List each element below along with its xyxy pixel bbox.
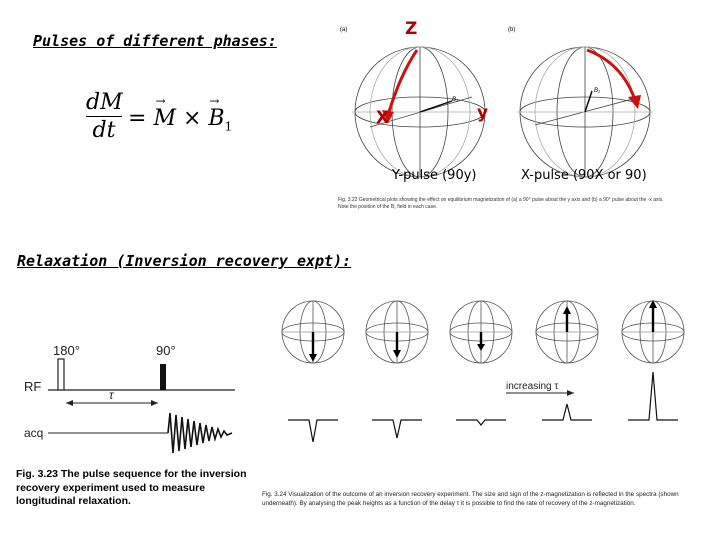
sphere-b — [517, 47, 653, 177]
b1-label-a: B₁ — [452, 97, 458, 103]
pulse-sequence-diagram — [20, 335, 245, 465]
pulse-90 — [160, 364, 166, 390]
sphere-4 — [536, 301, 598, 363]
section-title-pulses: Pulses of different phases: — [33, 32, 277, 50]
fig322-caption: Fig. 3.22 Geometrical plots showing the effect on equilibrium magnetization of (a) a 90° pulse about the y axis and (b) a 90° pulse about the -x axis. Note the position of the B₁ field in each case. — [338, 197, 664, 210]
peak-5 — [628, 372, 678, 420]
equation-b: B — [208, 106, 225, 131]
sphere-5 — [622, 300, 684, 363]
sphere-3 — [450, 301, 512, 363]
y-pulse-caption: Y-pulse (90y) — [392, 168, 477, 183]
sphere-1 — [282, 301, 344, 363]
panel-b-label: (b) — [508, 27, 516, 33]
section-title-relaxation: Relaxation (Inversion recovery expt): — [17, 252, 352, 270]
equation-numerator: dM — [86, 90, 123, 115]
peak-3 — [456, 420, 506, 425]
acq-label: acq — [24, 426, 44, 440]
b1-label-b: B₁ — [594, 88, 600, 94]
label-90: 90° — [156, 343, 176, 358]
peak-4 — [542, 404, 592, 420]
panel-a-label: (a) — [340, 27, 348, 33]
increasing-tau-label: increasing τ — [506, 381, 559, 392]
equation-m: M — [153, 106, 176, 131]
peak-2 — [372, 420, 422, 438]
spectra — [288, 372, 678, 442]
sphere-a — [352, 47, 488, 177]
y-axis-label: y — [477, 103, 489, 123]
pulse-180 — [58, 359, 64, 390]
fig324-caption: Fig. 3.24 Visualization of the outcome of an inversion recovery experiment. The size and sign of the z-magnetization is reflected in the spectra (shown underneath). By analysing the peak heights as a function of the delay τ it is possible to find the rate of recovery of the z-magnetization. — [262, 491, 679, 507]
x-pulse-caption: X-pulse (90X or 90) — [521, 168, 647, 183]
fid-signal — [168, 413, 232, 453]
label-180: 180° — [53, 343, 80, 358]
sphere-2 — [366, 301, 428, 363]
equation-times: × — [182, 106, 202, 131]
rf-label: RF — [24, 379, 42, 394]
fig323-caption: Fig. 3.23 The pulse sequence for the inversion recovery experiment used to measure longitudinal relaxation. — [16, 468, 247, 507]
inversion-recovery-figure — [276, 292, 716, 442]
x-axis-label: X — [376, 108, 390, 128]
rotation-arrow-a — [388, 50, 417, 115]
equation-b-subscript: 1 — [224, 119, 233, 134]
peak-1 — [288, 420, 338, 442]
z-axis-label: Z — [405, 19, 418, 39]
equation-denominator: dt — [92, 118, 116, 143]
tau-label: τ — [109, 388, 114, 402]
